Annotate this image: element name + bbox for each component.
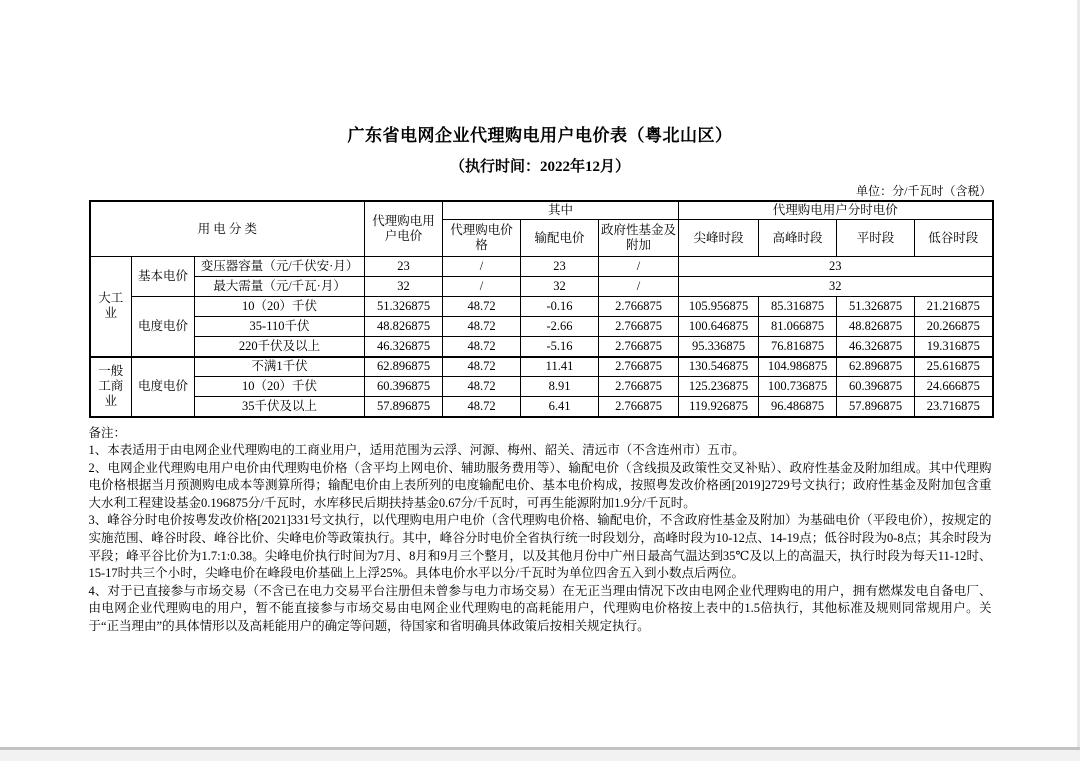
cell-item: 10（20）千伏 (195, 377, 365, 397)
note-item-2: 2、电网企业代理购电用户电价由代理购电价格（含平均上网电价、辅助服务费用等）、输配电价（含线损及政策性交叉补贴）、政府性基金及附加组成。其中代理购电价格根据当月预测购电成本等测算所得；输配电价由上表所列的电度输配电价、基本电价构成，按照粤发改价格函[2019]2729号文执行；政府性基金及附加包含重大水利工程建设基金0.196875分/千瓦时，水库移民后期扶持基金0.67分/千瓦时，可再生能源附加1.9分/千瓦时。 (88, 460, 992, 510)
cell-sharp: 119.926875 (679, 397, 759, 417)
cell-agency: 48.72 (443, 357, 521, 377)
cell-sharp: 95.336875 (679, 337, 759, 357)
header-sharp-period: 尖峰时段 (679, 220, 759, 257)
note-item-4: 4、对于已直接参与市场交易（不含已在电力交易平台注册但未曾参与电力市场交易）在无正当理由情况下改由电网企业代理购电的用户，拥有燃煤发电自备电厂、由电网企业代理购电的用户，暂不能直接参与市场交易由电网企业代理购电的高耗能用户，代理购电价格按上表中的1.5倍执行，其他标准及规则同常规用户。关于“正当理由”的具体情形以及高耗能用户的确定等问题，待国家和省明确具体政策后按相关规定执行。 (88, 583, 992, 634)
notes-section (89, 425, 992, 636)
header-agency-price: 代理购电价格 (443, 220, 521, 257)
cell-gov-fund: 2.766875 (599, 357, 679, 377)
header-classification: 用 电 分 类 (90, 201, 365, 257)
group-large-industry: 大工业 (90, 257, 132, 357)
cell-price: 57.896875 (365, 397, 443, 417)
header-agency-user-price: 代理购电用户电价 (365, 201, 443, 257)
cell-transmission: -0.16 (521, 297, 599, 317)
cell-agency: 48.72 (443, 377, 521, 397)
cell-valley: 20.266875 (915, 317, 993, 337)
cell-transmission: 11.41 (521, 357, 599, 377)
page-title: 广东省电网企业代理购电用户电价表（粤北山区） (347, 126, 733, 145)
cell-price: 48.826875 (365, 317, 443, 337)
group-energy-price: 电度电价 (132, 297, 195, 357)
table-row (90, 377, 993, 397)
cell-transmission: -2.66 (521, 317, 599, 337)
cell-valley: 23.716875 (915, 397, 993, 417)
cell-price: 62.896875 (365, 357, 443, 377)
cell-item: 变压器容量（元/千伏安·月） (195, 257, 365, 277)
note-item-3: 3、峰谷分时电价按粤发改价格[2021]331号文执行，以代理购电用户电价（含代理购电价格、输配电价，不含政府性基金及附加）为基础电价（平段电价），按规定的实施范围、峰谷时段、峰谷比价、尖峰电价等政策执行。其中，峰谷分时电价全省执行统一时段划分，高峰时段为10-12点、14-19点；低谷时段为0-8点；其余时段为平段；峰平谷比价为1.7:1:0.38。尖峰电价执行时间为7月、8月和9月三个整月，以及其他月份中广州日最高气温达到35℃及以上的高温天，执行时段为每天11-12时、15-17时共三个小时，尖峰电价在峰段电价基础上上浮25%。具体电价水平以分/千瓦时为单位四舍五入到小数点后两位。 (88, 513, 992, 581)
cell-valley: 21.216875 (915, 297, 993, 317)
header-gov-fund: 政府性基金及附加 (599, 220, 679, 257)
cell-gov-fund: 2.766875 (599, 397, 679, 417)
header-peak-period: 高峰时段 (759, 220, 837, 257)
group-basic-price: 基本电价 (132, 257, 195, 297)
cell-transmission: 23 (521, 257, 599, 277)
note-item-1: 1、本表适用于由电网企业代理购电的工商业用户，适用范围为云浮、河源、梅州、韶关、清远市（不含连州市）五市。 (88, 443, 745, 458)
page-content (89, 184, 992, 636)
cell-agency: 48.72 (443, 297, 521, 317)
cell-sharp: 105.956875 (679, 297, 759, 317)
cell-valley: 19.316875 (915, 337, 993, 357)
cell-tou-all: 32 (679, 277, 993, 297)
cell-item: 220千伏及以上 (195, 337, 365, 357)
price-table (89, 200, 994, 418)
page-subtitle: （执行时间：2022年12月） (449, 159, 630, 175)
cell-tou-all: 23 (679, 257, 993, 277)
cell-price: 51.326875 (365, 297, 443, 317)
cell-flat: 51.326875 (837, 297, 915, 317)
cell-flat: 46.326875 (837, 337, 915, 357)
cell-peak: 76.816875 (759, 337, 837, 357)
cell-price: 46.326875 (365, 337, 443, 357)
cell-price: 60.396875 (365, 377, 443, 397)
table-row (90, 337, 993, 357)
cell-price: 23 (365, 257, 443, 277)
cell-peak: 104.986875 (759, 357, 837, 377)
table-row (90, 357, 993, 377)
cell-gov-fund: / (599, 277, 679, 297)
notes-label: 备注： (88, 425, 127, 440)
cell-item: 35-110千伏 (195, 317, 365, 337)
cell-gov-fund: 2.766875 (599, 317, 679, 337)
cell-gov-fund: 2.766875 (599, 377, 679, 397)
cell-flat: 60.396875 (837, 377, 915, 397)
cell-price: 32 (365, 277, 443, 297)
cell-transmission: -5.16 (521, 337, 599, 357)
cell-valley: 25.616875 (915, 357, 993, 377)
cell-agency: 48.72 (443, 317, 521, 337)
cell-item: 不满1千伏 (195, 357, 365, 377)
header-among-which: 其中 (443, 201, 679, 220)
header-valley-period: 低谷时段 (915, 220, 993, 257)
cell-agency: 48.72 (443, 337, 521, 357)
page-bottom-edge (0, 747, 1080, 761)
cell-flat: 48.826875 (837, 317, 915, 337)
table-row (90, 317, 993, 337)
cell-item: 10（20）千伏 (195, 297, 365, 317)
cell-gov-fund: / (599, 257, 679, 277)
group-general-industry-commerce: 一般工商业 (90, 357, 132, 417)
table-row (90, 397, 993, 417)
cell-item: 最大需量（元/千瓦·月） (195, 277, 365, 297)
cell-flat: 57.896875 (837, 397, 915, 417)
table-row (90, 277, 993, 297)
cell-peak: 96.486875 (759, 397, 837, 417)
table-row (90, 297, 993, 317)
cell-transmission: 32 (521, 277, 599, 297)
cell-agency: / (443, 277, 521, 297)
cell-valley: 24.666875 (915, 377, 993, 397)
cell-transmission: 6.41 (521, 397, 599, 417)
cell-transmission: 8.91 (521, 377, 599, 397)
cell-peak: 100.736875 (759, 377, 837, 397)
cell-agency: 48.72 (443, 397, 521, 417)
cell-sharp: 100.646875 (679, 317, 759, 337)
cell-gov-fund: 2.766875 (599, 337, 679, 357)
header-transmission-price: 输配电价 (521, 220, 599, 257)
table-row (90, 257, 993, 277)
group-energy-price-2: 电度电价 (132, 357, 195, 417)
cell-peak: 81.066875 (759, 317, 837, 337)
cell-sharp: 125.236875 (679, 377, 759, 397)
header-flat-period: 平时段 (837, 220, 915, 257)
cell-item: 35千伏及以上 (195, 397, 365, 417)
header-tou-group: 代理购电用户分时电价 (679, 201, 993, 220)
unit-note: 单位：分/千瓦时（含税） (856, 184, 992, 198)
cell-gov-fund: 2.766875 (599, 297, 679, 317)
cell-agency: / (443, 257, 521, 277)
cell-sharp: 130.546875 (679, 357, 759, 377)
cell-peak: 85.316875 (759, 297, 837, 317)
cell-flat: 62.896875 (837, 357, 915, 377)
